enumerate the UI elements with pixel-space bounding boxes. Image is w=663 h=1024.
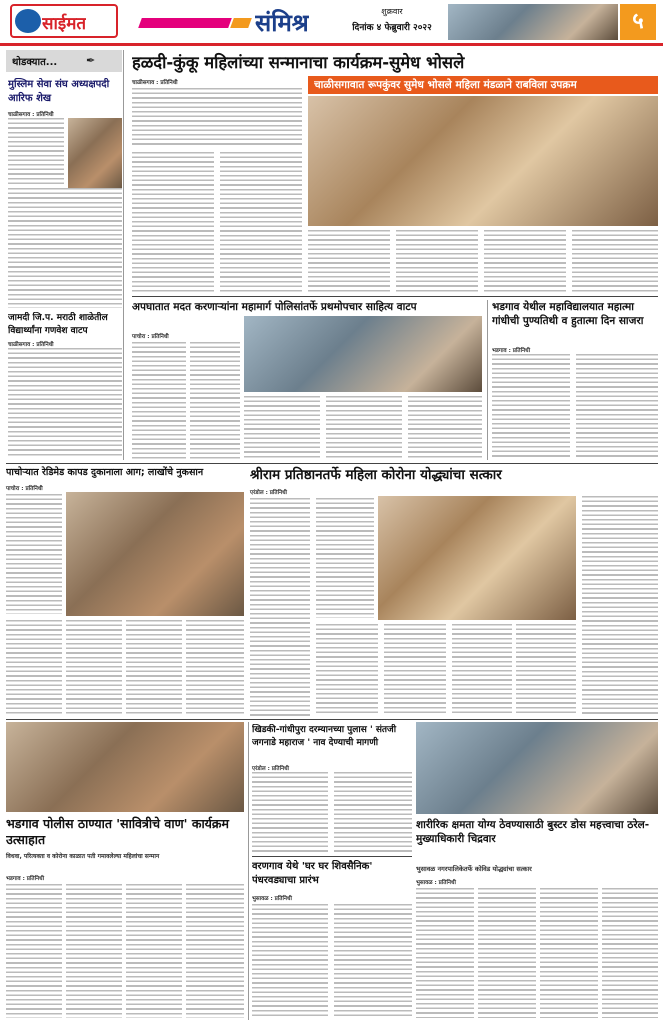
lead-body-col5 [484,230,566,292]
divider-4 [252,856,412,857]
corona-body-col1 [250,498,310,716]
savitri-subhead: विधवा, परित्यक्ता व कोरोना काळात पती गमावलेल्या महिलांचा सन्मान [6,853,160,860]
divider-3 [6,719,658,720]
masthead-section-title: संमिश्र [255,9,309,37]
booster-subhead: भुसावळ नगरपालिकेतर्फे कोविड योद्ध्यांचा सत्कार [416,865,532,873]
savitri-body-col2 [66,884,122,1018]
police-headline: अपघातात मदत करणाऱ्यांना महामार्ग पोलिसांतर्फे प्रथमोपचार साहित्य वाटप [132,301,417,313]
masthead-left-logo [10,4,118,38]
police-body-col4 [326,396,402,460]
booster-body-col1 [416,888,474,1018]
corona-headline: श्रीराम प्रतिष्ठानतर्फे महिला कोरोना योद्ध्यांचा सत्कार [250,467,502,483]
college-body-col1 [492,354,570,460]
masthead-date: दिनांक ४ फेब्रुवारी २०२२ [352,23,432,33]
masthead-date-block [342,6,442,40]
page-number: ५ [632,9,644,34]
lead-headline: हळदी-कुंकू महिलांच्या सन्मानाचा कार्यक्रम-सुमेध भोसले [132,53,465,72]
masthead-left-brand: साईमत [42,14,87,34]
police-dateline: पाचोरा : प्रतिनिधी [132,334,169,340]
police-body-col2 [190,342,240,460]
corona-body-col7 [582,496,658,716]
fire-headline: पाचोऱ्यात रेडिमेड कापड दुकानाला आग; लाखोंचे नुकसान [6,467,204,478]
sidebar-story2-headline: जामदी जि.प. मराठी शाळेतील विद्यार्थ्यांना गणवेश वाटप [8,313,108,336]
corona-body-col4 [384,624,446,716]
fire-body-col1 [6,494,62,614]
booster-dateline: भुसावळ : प्रतिनिधी [416,880,456,886]
lead-body-col2 [220,152,302,292]
sidebar-story2-dateline: चाळीसगाव : प्रतिनिधी [8,342,54,348]
corona-body-col5 [452,624,512,716]
lead-caption-box [308,76,658,94]
khidki-body-col1 [252,772,328,852]
sidebar [6,50,124,460]
savitri-dateline: भडगाव : प्रतिनिधी [6,876,45,882]
fire-body-col2 [6,620,62,716]
lead-body-col3 [308,230,390,292]
masthead-photo [448,4,618,40]
varangaon-dateline: भुसावळ : प्रतिनिधी [252,896,292,902]
college-divider [487,300,488,460]
varangaon-body-col1 [252,904,328,1018]
lead-dateline: चाळीसगाव : प्रतिनिधी [132,80,178,86]
savitri-headline: भडगाव पोलीस ठाण्यात 'सावित्रीचे वाण' कार्यक्रम उत्साहात [6,816,230,847]
booster-body-col4 [602,888,658,1018]
corona-body-col3 [316,624,378,716]
fire-body-col5 [186,620,244,716]
varangaon-headline: वरणगाव येथे 'घर घर शिवसैनिक' पंधरवड्याचा प्रारंभ [252,861,373,886]
page-number-badge [620,4,656,40]
savitri-body-col3 [126,884,182,1018]
lead-intro-box [132,88,302,148]
sidebar-story1-headline: मुस्लिम सेवा संघ अध्यक्षपदी आरिफ शेख [8,79,110,104]
corona-dateline: एरंडोल : प्रतिनिधी [250,490,288,496]
fire-dateline: पाचोरा : प्रतिनिधी [6,486,43,492]
college-body-col2 [576,354,658,460]
khidki-body-col2 [334,772,412,852]
lead-photo [308,96,658,226]
savitri-body-col4 [186,884,244,1018]
booster-body-col3 [540,888,598,1018]
lead-photo-caption: चाळीसगावात रूपकुंवर सुमेध भोसले महिला मंडळाने राबविला उपक्रम [314,79,577,91]
sidebar-tag: थोडक्यात... [12,57,58,68]
sidebar-portrait [68,118,122,188]
masthead-stripe [138,18,232,28]
varangaon-body-col2 [334,904,412,1018]
police-photo [244,316,482,392]
masthead-day: शुक्रवार [381,7,403,16]
savitri-body-col1 [6,884,62,1018]
sidebar-story1-dateline: चाळीसगाव : प्रतिनिधी [8,112,54,118]
fire-body-col3 [66,620,122,716]
police-body-col3 [244,396,320,460]
masthead-stripe-2 [230,18,252,28]
police-body-col5 [408,396,482,460]
khidki-headline: खिडकी-गांधीपुरा दरम्यानच्या पुलास ' संतजी जगनाडे महाराज ' नाव देण्याची मागणी [252,725,397,748]
savitri-photo [6,722,244,812]
sidebar-story1-body-2 [8,188,122,308]
fire-body-col4 [126,620,182,716]
corona-body-col2 [316,498,374,618]
police-body-col1 [132,342,186,460]
divider-1 [132,296,658,297]
masthead [0,0,663,46]
divider-2 [6,463,658,464]
khidki-dateline: एरंडोल : प्रतिनिधी [252,766,290,772]
corona-photo [378,496,576,620]
sidebar-story2-body [8,348,122,456]
booster-headline: शारीरिक क्षमता योग्य ठेवण्यासाठी बुस्टर डोस महत्त्वाचा ठरेल-मुख्याधिकारी चिद्रवार [416,819,650,845]
college-dateline: भडगाव : प्रतिनिधी [492,348,531,354]
pen-icon: ✒ [86,54,96,67]
corona-body-col6 [516,624,576,716]
lead-body-col6 [572,230,658,292]
booster-photo [416,722,658,814]
logo-badge-icon [15,9,41,33]
college-headline: भडगाव येथील महाविद्यालयात महात्मा गांधीची पुण्यतिथी व हुतात्मा दिन साजरा [492,301,644,327]
fire-photo [66,492,244,616]
middle-divider [248,722,249,1020]
lead-body-col4 [396,230,478,292]
sidebar-tag-box [6,50,122,72]
booster-body-col2 [478,888,536,1018]
sidebar-story1-body [8,118,64,184]
lead-body-col1 [132,152,214,292]
